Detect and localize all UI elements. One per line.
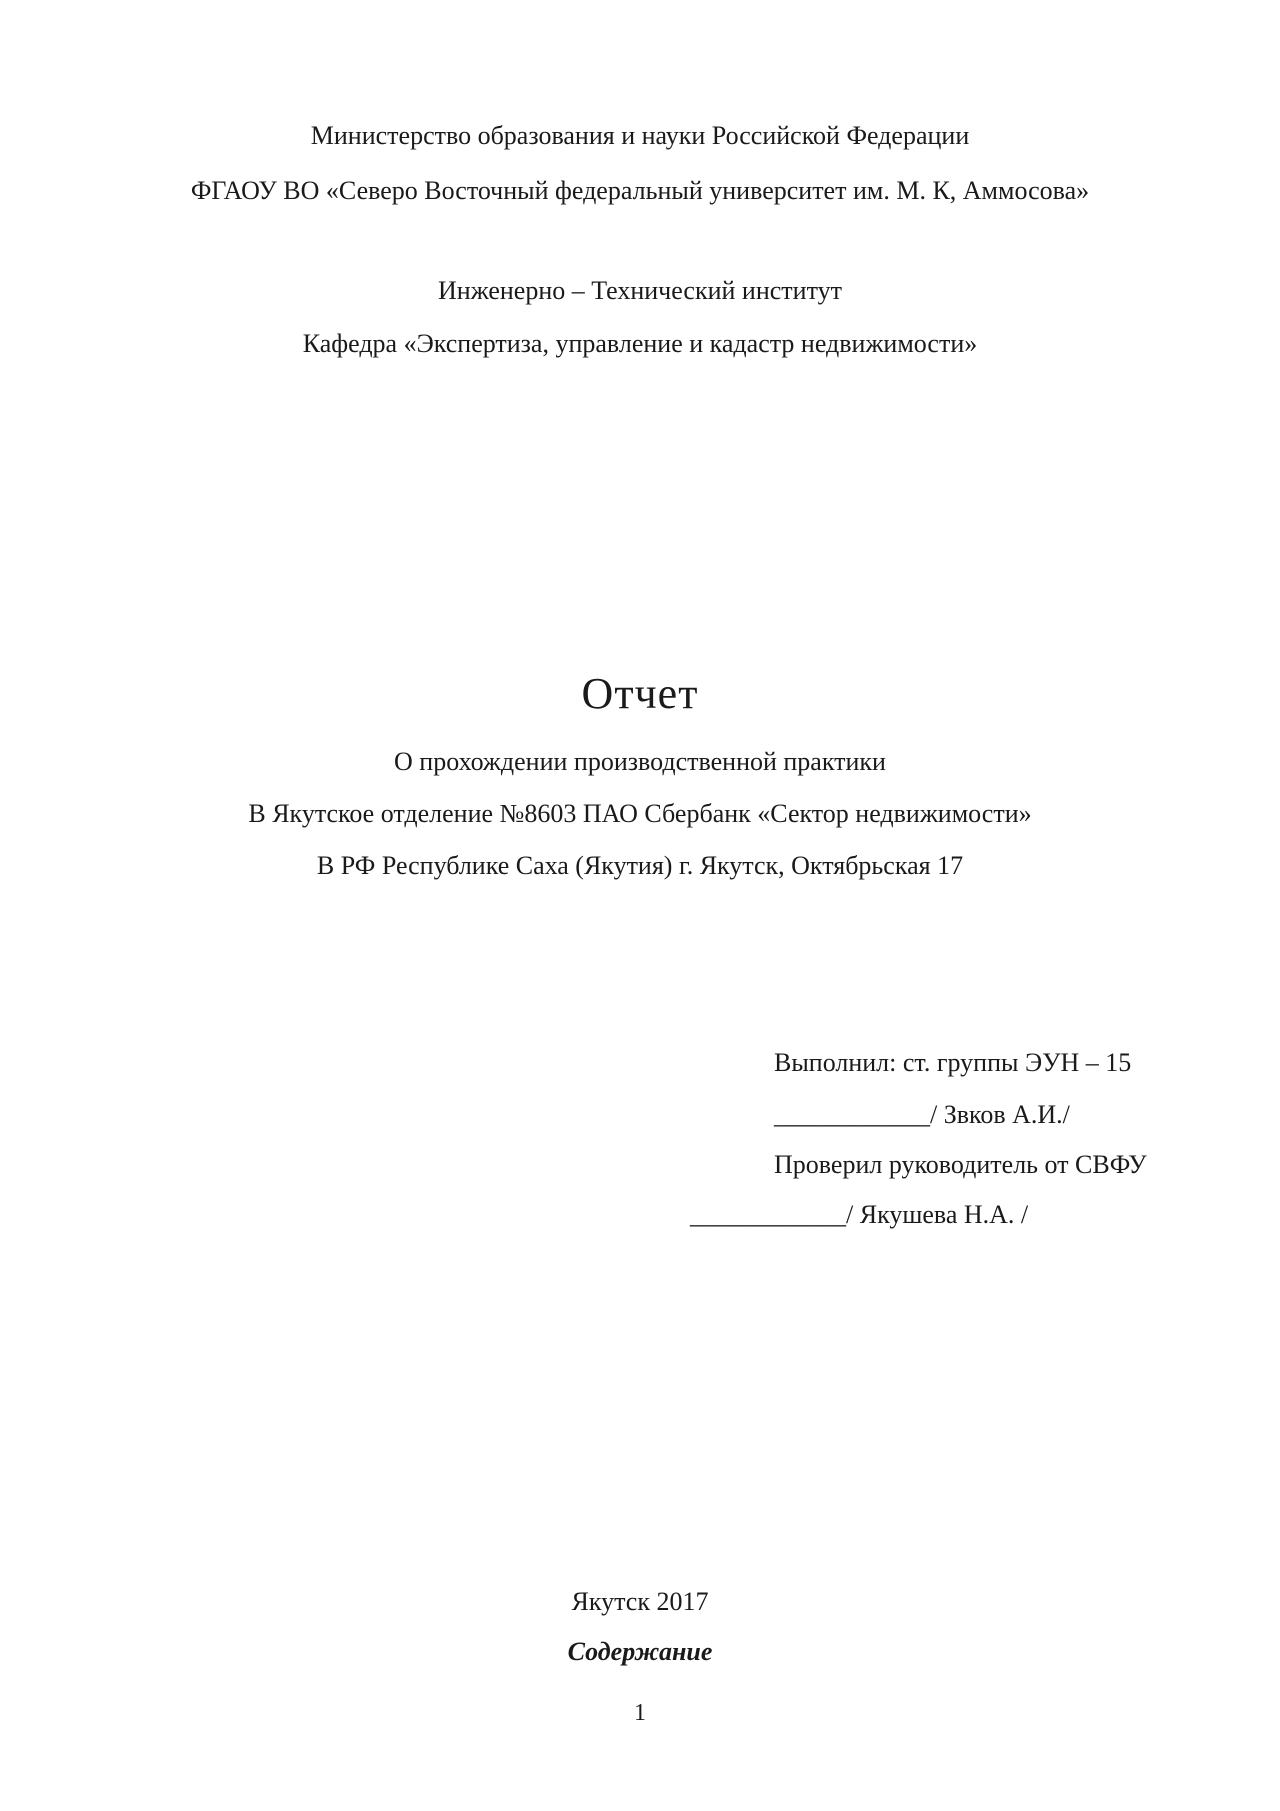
department-line: Кафедра «Экспертиза, управление и кадастр недвижимости» xyxy=(302,329,978,358)
institute-line: Инженерно – Технический институт xyxy=(438,276,842,305)
performed-by-line: Выполнил: ст. группы ЭУН – 15 xyxy=(774,1048,1132,1077)
supervisor-signature-line: ____________/ Якушева Н.А. / xyxy=(690,1200,1029,1229)
report-place-line-1: В Якутское отделение №8603 ПАО Сбербанк «Сектор недвижимости» xyxy=(248,799,1032,828)
university-line: ФГАОУ ВО «Северо Восточный федеральный университет им. М. К, Аммосова» xyxy=(190,176,1090,205)
report-title: Отчет xyxy=(581,669,699,718)
checked-by-line: Проверил руководитель от СВФУ xyxy=(774,1150,1147,1179)
ministry-line: Министерство образования и науки Российской Федерации xyxy=(310,121,970,150)
student-signature-line: ____________/ Звков А.И./ xyxy=(774,1100,1070,1129)
report-place-line-2: В РФ Республике Саха (Якутия) г. Якутск, Октябрьская 17 xyxy=(316,851,964,880)
report-subtitle: О прохождении производственной практики xyxy=(394,747,886,776)
city-year: Якутск 2017 xyxy=(571,1587,709,1616)
contents-heading: Содержание xyxy=(567,1637,713,1666)
page-number: 1 xyxy=(634,1700,646,1726)
